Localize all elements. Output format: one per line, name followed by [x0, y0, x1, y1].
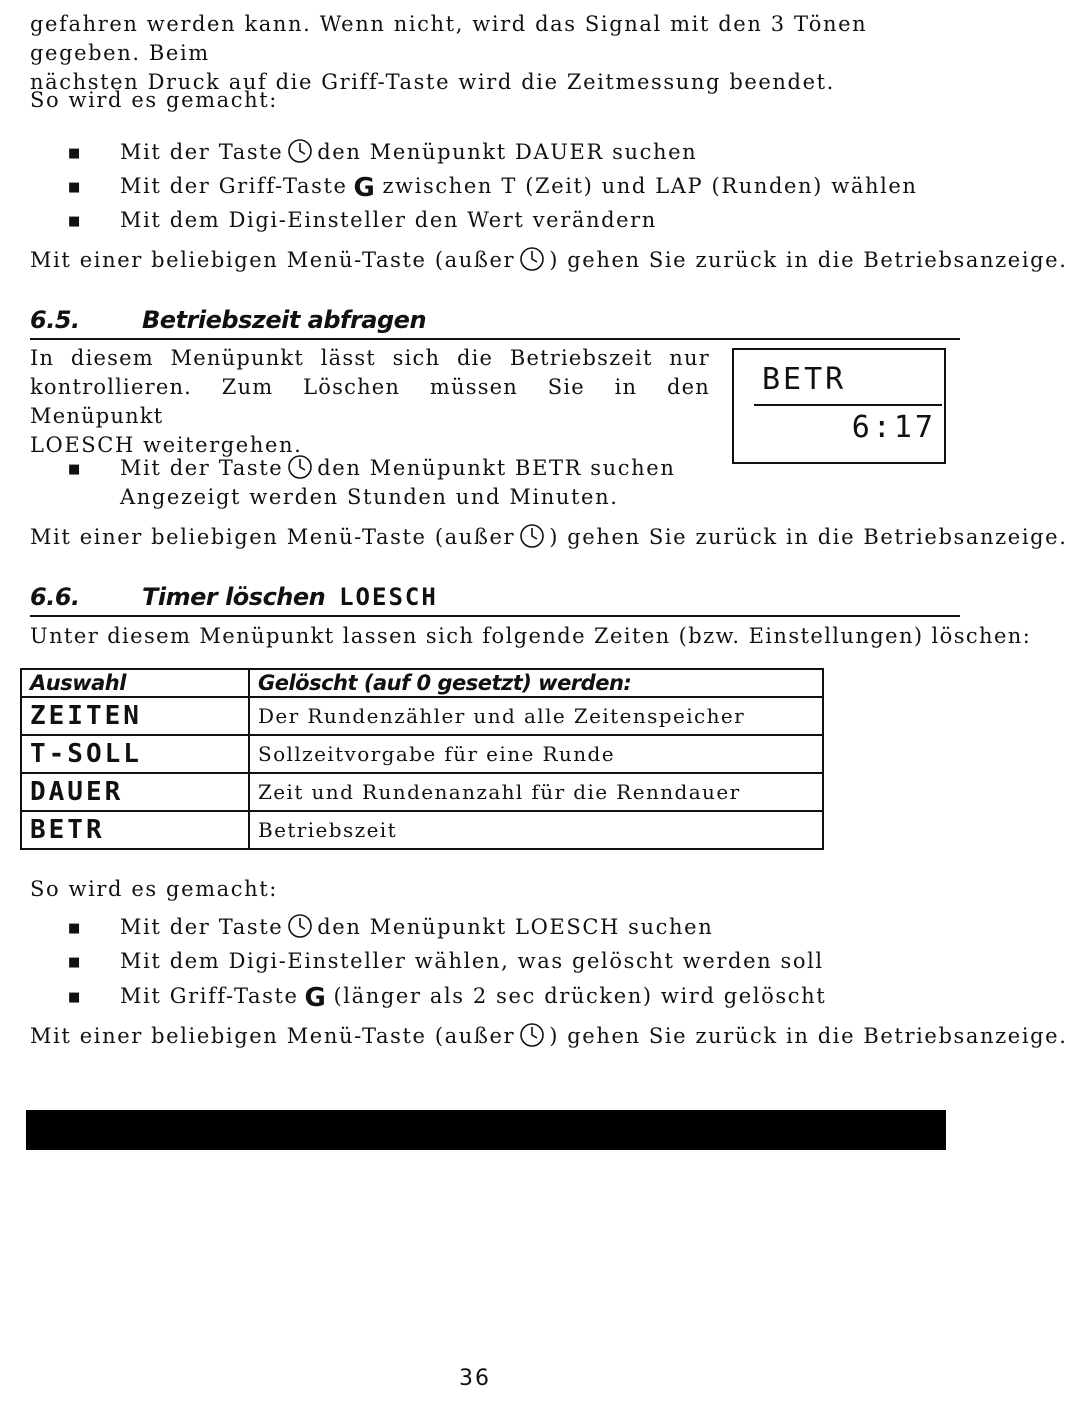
howto-label-1: So wird es gemacht:	[30, 88, 278, 112]
grip-g-icon: G	[304, 983, 328, 1013]
back-text: ) gehen Sie zurück in die Betriebsanzeige.	[549, 248, 1067, 272]
table-row	[21, 773, 823, 811]
table-cell-description: Zeit und Rundenanzahl für die Renndauer	[249, 773, 823, 811]
section-6-5-heading	[30, 306, 960, 340]
page-number: 36	[459, 1366, 491, 1391]
step-text: Mit der Griff-Taste	[120, 174, 348, 198]
howto1-step-2	[120, 172, 918, 201]
sec66-back-line	[30, 1022, 1067, 1051]
section-title: Timer löschen	[142, 583, 326, 611]
table-row	[21, 811, 823, 849]
grip-g-icon: G	[353, 173, 377, 203]
table-cell-description: Betriebszeit	[249, 811, 823, 849]
step-text: den Menüpunkt DAUER suchen	[317, 140, 698, 164]
bullet-icon: ■	[68, 214, 81, 229]
howto-label-2: So wird es gemacht:	[30, 877, 278, 901]
bullet-icon: ■	[68, 921, 81, 936]
table-row	[21, 735, 823, 773]
bullet-icon: ■	[68, 462, 81, 477]
lcd-display	[732, 348, 946, 464]
table-cell-option: T-SOLL	[21, 735, 249, 773]
clock-icon	[519, 1022, 545, 1048]
sec65-back-line	[30, 523, 1067, 552]
delete-options-table	[20, 668, 824, 850]
sec65-step-1	[120, 454, 675, 483]
intro-line-2: nächsten Druck auf die Griff-Taste wird die Zeitmessung beendet.	[30, 70, 835, 94]
sec65-step-1-cont: Angezeigt werden Stunden und Minuten.	[120, 485, 619, 509]
step-text: Mit der Taste	[120, 140, 284, 164]
text-line: LOESCH weitergehen.	[30, 433, 303, 457]
table-cell-description: Der Rundenzähler und alle Zeitenspeicher	[249, 697, 823, 735]
table-cell-option: BETR	[21, 811, 249, 849]
howto1-step-1	[120, 138, 697, 167]
clock-icon	[287, 138, 313, 164]
sec66-step-1	[120, 913, 713, 942]
back-text: ) gehen Sie zurück in die Betriebsanzeige.	[549, 1024, 1067, 1048]
bullet-icon: ■	[68, 955, 81, 970]
back-text: Mit einer beliebigen Menü-Taste (außer	[30, 248, 516, 272]
clock-icon	[519, 246, 545, 272]
back-text: Mit einer beliebigen Menü-Taste (außer	[30, 1024, 516, 1048]
howto1-step-3: Mit dem Digi-Einsteller den Wert verändern	[120, 208, 657, 232]
step-text: (länger als 2 sec drücken) wird gelöscht	[333, 984, 827, 1008]
lcd-divider	[754, 404, 942, 406]
footer-black-bar	[26, 1110, 946, 1150]
section-6-6-heading	[30, 583, 960, 617]
lcd-line-1: BETR	[762, 362, 847, 397]
lcd-line-2: 6:17	[851, 410, 936, 445]
section-title: Betriebszeit abfragen	[142, 306, 427, 334]
text-line: In diesem Menüpunkt lässt sich die Betriebszeit nur	[30, 346, 710, 370]
step-text: Mit der Taste	[120, 456, 284, 480]
table-header-cell: Gelöscht (auf 0 gesetzt) werden:	[249, 669, 823, 697]
clock-icon	[519, 523, 545, 549]
bullet-icon: ■	[68, 180, 81, 195]
sec66-step-2: Mit dem Digi-Einsteller wählen, was gelöscht werden soll	[120, 949, 824, 973]
table-cell-description: Sollzeitvorgabe für eine Runde	[249, 735, 823, 773]
step-text: Mit der Taste	[120, 915, 284, 939]
clock-icon	[287, 454, 313, 480]
intro-text	[30, 10, 944, 97]
table-header-row	[21, 669, 823, 697]
text-line: kontrollieren. Zum Löschen müssen Sie in den Menüpunkt	[30, 375, 710, 428]
back-text: Mit einer beliebigen Menü-Taste (außer	[30, 525, 516, 549]
section-number: 6.5.	[30, 306, 80, 334]
table-row	[21, 697, 823, 735]
table-header-cell: Auswahl	[21, 669, 249, 697]
clock-icon	[287, 913, 313, 939]
step-text: den Menüpunkt BETR suchen	[317, 456, 676, 480]
table-cell-option: DAUER	[21, 773, 249, 811]
table-cell-option: ZEITEN	[21, 697, 249, 735]
sec66-intro: Unter diesem Menüpunkt lassen sich folgende Zeiten (bzw. Einstellungen) löschen:	[30, 624, 1032, 648]
bullet-icon: ■	[68, 990, 81, 1005]
section-title-lcd: LOESCH	[339, 583, 438, 611]
step-text: den Menüpunkt LOESCH suchen	[317, 915, 714, 939]
sec66-step-3	[120, 982, 826, 1011]
back-text: ) gehen Sie zurück in die Betriebsanzeige.	[549, 525, 1067, 549]
intro-line-1: gefahren werden kann. Wenn nicht, wird das Signal mit den 3 Tönen gegeben. Beim	[30, 12, 868, 65]
section-number: 6.6.	[30, 583, 80, 611]
step-text: Mit Griff-Taste	[120, 984, 299, 1008]
bullet-icon: ■	[68, 146, 81, 161]
howto1-back-line	[30, 246, 1067, 275]
section-6-5-text	[30, 344, 710, 460]
step-text: zwischen T (Zeit) und LAP (Runden) wählen	[382, 174, 918, 198]
